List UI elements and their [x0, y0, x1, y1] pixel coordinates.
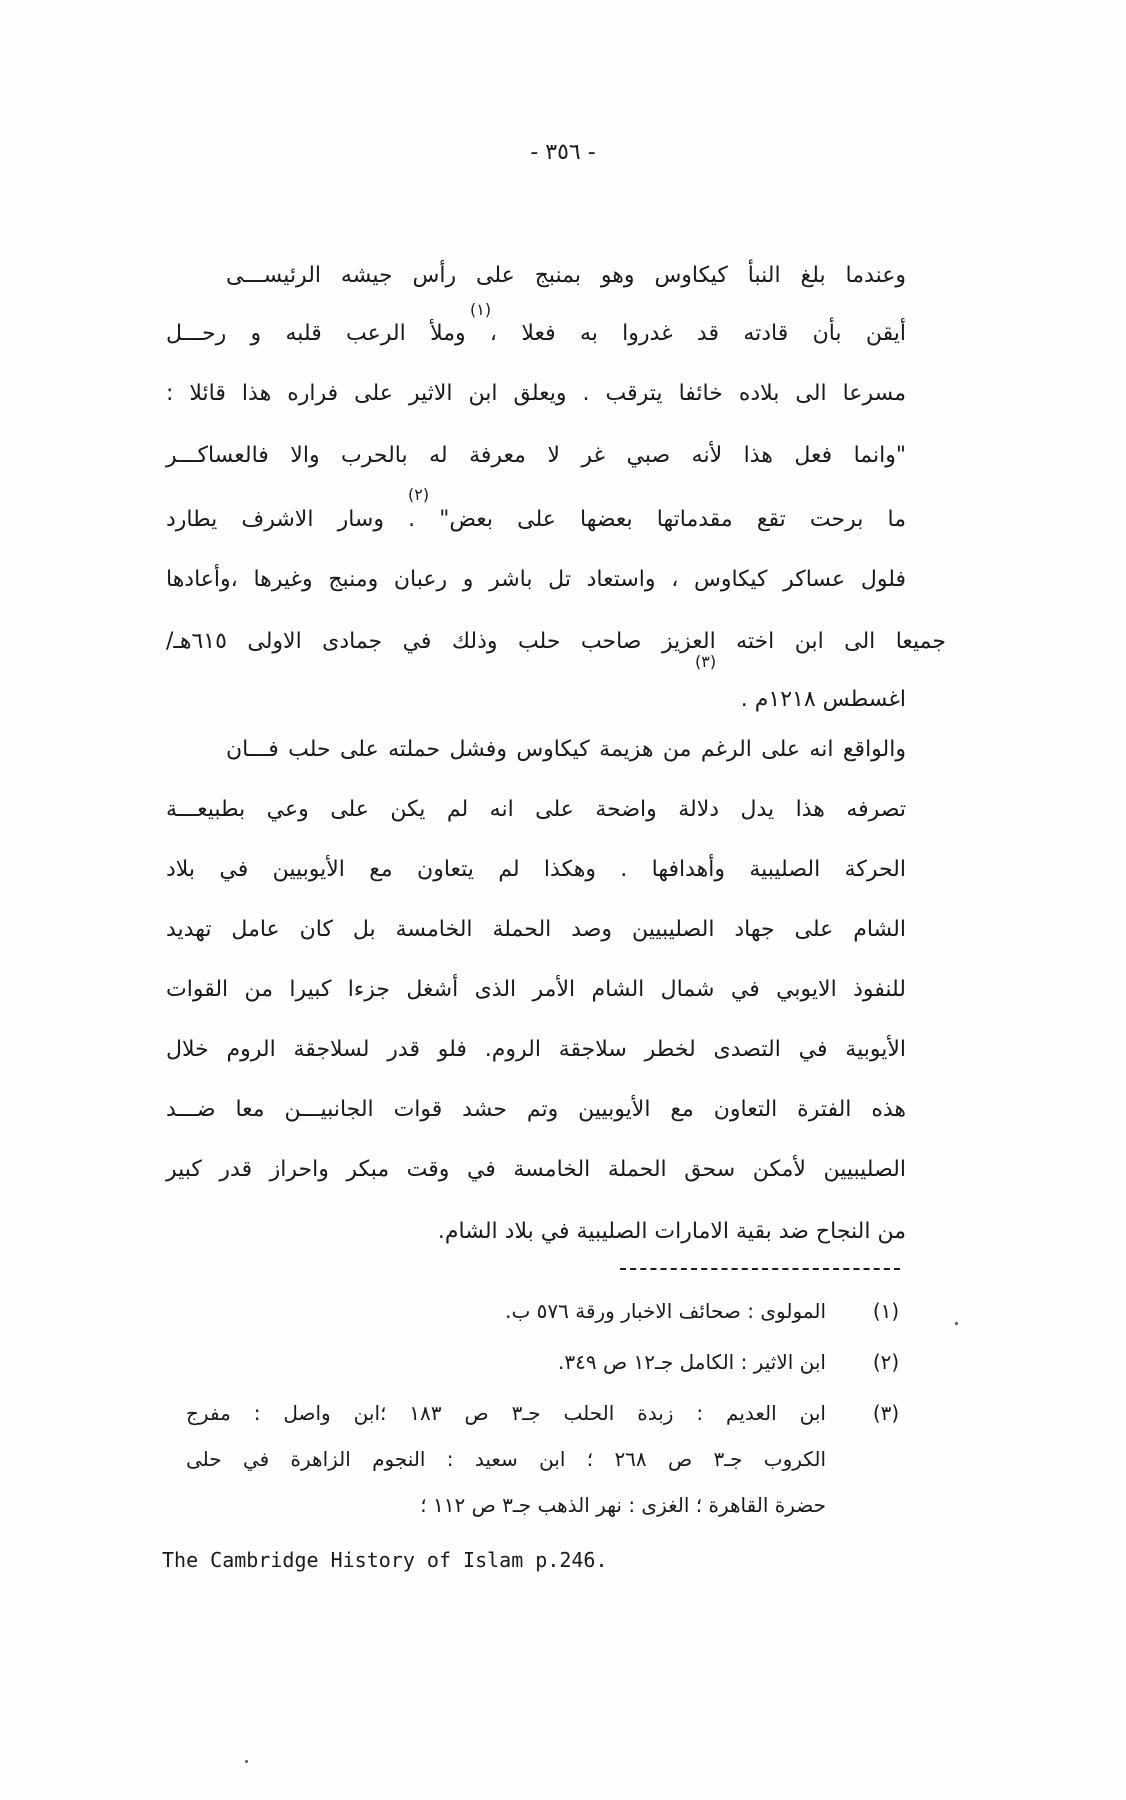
footnote-text-line: الكروب جـ٣ ص ٢٦٨ ؛ ابن سعيد : النجوم الزاهرة في حلى — [186, 1447, 827, 1471]
paragraph-line: اغسطس ١٢١٨م . — [740, 687, 906, 712]
paragraph-line: للنفوذ الايوبي في شمال الشام الأمر الذى أشغل جزءا كبيرا من القوات — [166, 977, 906, 1002]
footnote-2 — [0, 1345, 1126, 1379]
paragraph-line: "وانما فعل هذا لأنه صبي غر لا معرفة له بالحرب والا فالعساكـــر — [166, 443, 906, 468]
paragraph-line: الحركة الصليبية وأهدافها . وهكذا لم يتعاون مع الأيوبيين في بلاد — [166, 857, 906, 882]
paragraph-line: من النجاح ضد بقية الامارات الصليبية في بلاد الشام. — [437, 1219, 906, 1244]
paragraph-line: ما برحت تقع مقدماتها بعضها على بعض" . وسار الاشرف يطارد — [166, 507, 906, 532]
paragraph-2 — [166, 732, 906, 1252]
footnote-number: (٢) — [872, 1350, 900, 1374]
paragraph-line: الشام على جهاد الصليبيين وصد الحملة الخامسة بل كان عامل تهديد — [166, 917, 906, 942]
footnote-text-line: حضرة القاهرة ؛ الغزى : نهر الذهب جـ٣ ص ١١٢ ؛ — [420, 1493, 826, 1517]
footnote-ref-3: (٣) — [695, 652, 717, 671]
paragraph-line: أيقن بأن قادته قد غدروا به فعلا ، وملأ الرعب قلبه و رحـــل — [166, 321, 906, 346]
footnote-text: المولوى : صحائف الاخبار ورقة ٥٧٦ ب. — [505, 1299, 826, 1323]
footnote-number: (١) — [872, 1299, 900, 1323]
paragraph-line: تصرفه هذا يدل دلالة واضحة على انه لم يكن على وعي بطبيعـــة — [166, 797, 906, 822]
english-reference: The Cambridge History of Islam p.246. — [162, 1548, 608, 1572]
footnote-3 — [0, 1396, 1126, 1526]
paragraph-line: وعندما بلغ النبأ كيكاوس وهو بمنبج على رأس جيشه الرئيســـى — [226, 263, 906, 288]
paragraph-line: جميعا الى ابن اخته العزيز صاحب حلب وذلك في جمادى الاولى ٦١٥هـ/ — [166, 629, 946, 654]
page-number: - ٣٥٦ - — [530, 140, 596, 165]
scan-speck — [955, 1322, 958, 1325]
footnote-separator — [620, 1268, 900, 1270]
paragraph-line: هذه الفترة التعاون مع الأيوبيين وتم حشد قوات الجانبيـــن معا ضـــد — [166, 1097, 906, 1122]
paragraph-1 — [166, 258, 946, 718]
footnote-text: ابن الاثير : الكامل جـ١٢ ص ٣٤٩. — [558, 1350, 826, 1374]
footnote-ref-1: (١) — [470, 300, 492, 319]
paragraph-line: مسرعا الى بلاده خائفا يترقب . ويعلق ابن الاثير على فراره هذا قائلا : — [166, 381, 906, 406]
footnote-number: (٣) — [872, 1401, 900, 1425]
paragraph-line: والواقع انه على الرغم من هزيمة كيكاوس وفشل حملته على حلب فـــان — [226, 737, 906, 762]
paragraph-line: الصليبيين لأمكن سحق الحملة الخامسة في وقت مبكر واحراز قدر كبير — [166, 1157, 906, 1182]
paragraph-line: فلول عساكر كيكاوس ، واستعاد تل باشر و رعبان ومنبج وغيرها ،وأعادها — [166, 567, 906, 592]
paragraph-line: الأيوبية في التصدى لخطر سلاجقة الروم. فلو قدر لسلاجقة الروم خلال — [166, 1037, 906, 1062]
footnote-ref-2: (٢) — [408, 485, 430, 504]
scan-speck — [245, 1760, 248, 1763]
footnote-text-line: ابن العديم : زبدة الحلب جـ٣ ص ١٨٣ ؛ابن واصل : مفرج — [186, 1401, 826, 1425]
